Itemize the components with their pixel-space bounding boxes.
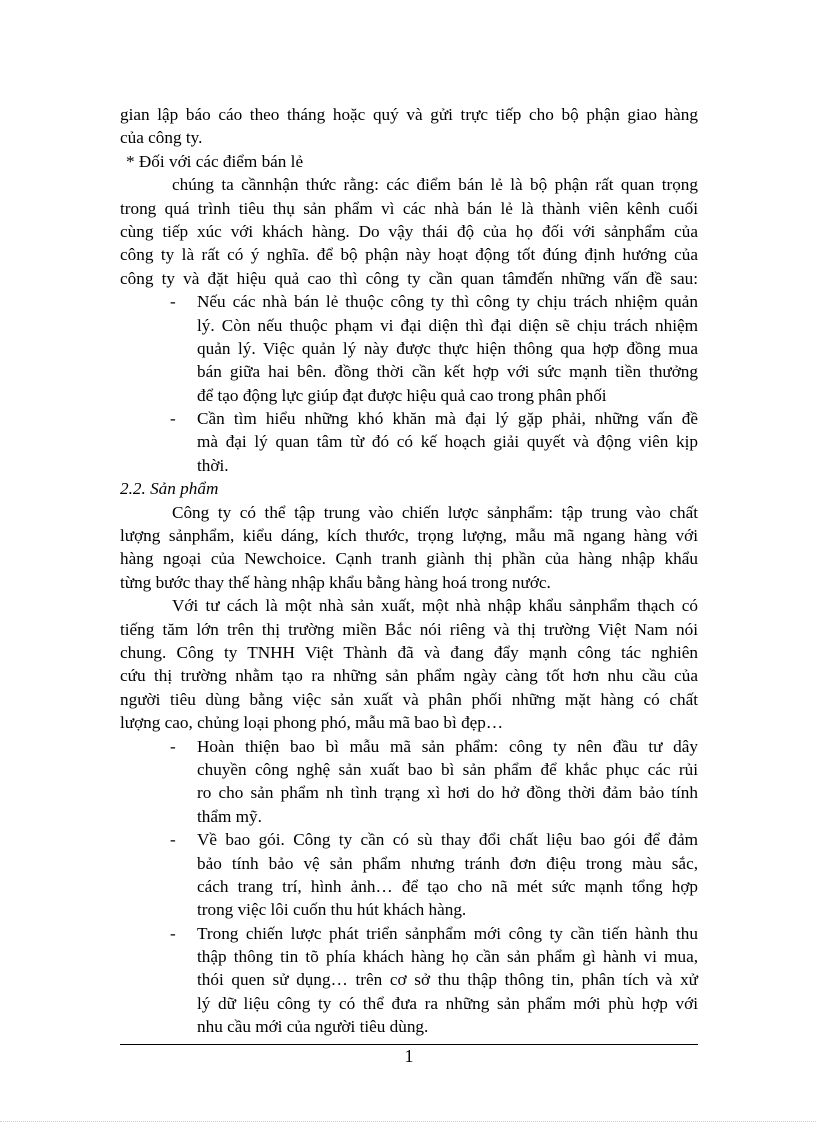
line-text: thập thông tin tõ phía khách hàng họ cần sản phẩm gì hành vi mua, [197, 947, 698, 967]
line-text: bảo tính bảo vệ sản phẩm nhưng tránh đơn điệu trong màu sắc, [197, 853, 698, 873]
paragraph [120, 197, 698, 291]
text-line [120, 992, 698, 1015]
bullet-item [120, 407, 698, 477]
line-text: trong việc lôi cuốn thu hút khách hàng. [197, 900, 467, 920]
text-line [120, 805, 698, 828]
text-line [120, 267, 698, 290]
text-line [120, 103, 698, 126]
text-line [120, 735, 698, 758]
text-line [120, 173, 698, 196]
line-text: công ty là rất có ý nghĩa. để bộ phận này hoạt động tốt đúng định hướng của [120, 245, 698, 265]
line-text: lượng sảnphẩm, kiểu dáng, kích thước, trọng lượng, mẫu mã ngang hàng với [120, 526, 698, 546]
text-line [120, 711, 698, 734]
line-text: Công ty có thể tập trung vào chiến lược sảnphẩm: tập trung vào chất [172, 502, 698, 522]
text-line [120, 197, 698, 220]
paragraph [120, 711, 698, 734]
paragraph [120, 126, 698, 149]
line-text: của công ty. [120, 128, 203, 148]
line-text: lý dữ liệu công ty có thể đưa ra những sản phẩm mới phù hợp với [197, 993, 698, 1013]
line-text: bán giữa hai bên. đồng thời cần kết hợp với sức mạnh tiền thưởng [197, 362, 698, 382]
text-line [120, 220, 698, 243]
bullet-dash: - [170, 736, 176, 756]
text-line [120, 360, 698, 383]
text-line [120, 477, 698, 500]
line-text: từng bước thay thế hàng nhập khẩu bằng hàng hoá trong nước. [120, 572, 551, 592]
line-text: nhu cầu mới của người tiêu dùng. [197, 1017, 429, 1037]
line-text: trong quá trình tiêu thụ sản phẩm vì các nhà bán lẻ là thành viên kênh cuối [120, 198, 698, 218]
paragraph [120, 524, 698, 571]
line-text: lý. Còn nếu thuộc phạm vi đại diện thì đại diện sẽ chịu trách nhiệm [197, 315, 698, 335]
text-line [120, 618, 698, 641]
text-line [120, 898, 698, 921]
line-text: người tiêu dùng bằng việc sản xuất và phân phối những mặt hàng có chất [120, 689, 698, 709]
text-line [120, 547, 698, 570]
page-number: 1 [404, 1046, 414, 1066]
line-text: Với tư cách là một nhà sản xuất, một nhà nhập khẩu sảnphẩm thạch có [172, 596, 698, 616]
line-text: chung. Công ty TNHH Việt Thành đã và đang đẩy mạnh công tác nghiên [120, 642, 698, 662]
line-text: cứu thị trường nhằm tạo ra những sản phẩm ngày càng tốt hơn nhu cầu của [120, 666, 698, 686]
text-line [120, 314, 698, 337]
text-line [120, 290, 698, 313]
line-text: công ty và đặt hiệu quả cao thì công ty cần quan tâmđến những vấn đề sau: [120, 268, 698, 288]
line-text: Hoàn thiện bao bì mẫu mã sản phẩm: công ty nên đầu tư dây [197, 736, 698, 756]
text-line [120, 384, 698, 407]
line-text: Cần tìm hiểu những khó khăn mà đại lý gặp phải, những vấn đề [197, 409, 698, 429]
text-line [120, 337, 698, 360]
bullet-dash: - [170, 292, 176, 312]
bullet-item [120, 828, 698, 922]
text-line [120, 945, 698, 968]
text-line [120, 571, 698, 594]
text-line [120, 126, 698, 149]
text-line [120, 641, 698, 664]
text-line [120, 594, 698, 617]
text-line [120, 1015, 698, 1038]
line-text: tiếng tăm lớn trên thị trường miền Bắc nói riêng và thị trường Việt Nam nói [120, 619, 698, 639]
text-line [120, 922, 698, 945]
text-line [120, 430, 698, 453]
line-text: chuyền công nghệ sản xuất bao bì sản phẩm để khắc phục các rủi [197, 759, 698, 779]
paragraph [120, 594, 698, 617]
text-line [120, 150, 698, 173]
document-body [120, 103, 698, 1039]
bullet-dash: - [170, 923, 176, 943]
paragraph [120, 501, 698, 524]
line-text: cách trang trí, hình ảnh… để tạo cho nã mét sức mạnh tổng hợp [197, 876, 698, 896]
paragraph [120, 618, 698, 712]
text-line [120, 781, 698, 804]
line-text: ro cho sản phẩm nh tình trạng xì hơi do hở đồng thời đảm bảo tính [197, 783, 698, 803]
text-line [120, 454, 698, 477]
line-text: Trong chiến lược phát triển sảnphẩm mới công ty cần tiến hành thu [197, 923, 698, 943]
paragraph [120, 173, 698, 196]
paragraph [120, 150, 698, 173]
bullet-item [120, 290, 698, 407]
text-line [120, 407, 698, 430]
text-line [120, 828, 698, 851]
text-line [120, 875, 698, 898]
line-text: 2.2. Sản phẩm [120, 479, 219, 499]
text-line [120, 243, 698, 266]
line-text: Về bao gói. Công ty cần có sù thay đổi chất liệu bao gói để đảm [197, 830, 698, 850]
line-text: thói quen sử dụng… trên cơ sở thu thập thông tin, phân tích và xử [197, 970, 698, 990]
line-text: chúng ta cầnnhận thức rằng: các điểm bán lẻ là bộ phận rất quan trọng [172, 175, 698, 195]
section-heading [120, 477, 698, 500]
line-text: lượng cao, chủng loại phong phó, mẫu mã bao bì đẹp… [120, 713, 504, 733]
text-line [120, 688, 698, 711]
footer-rule [120, 1044, 698, 1045]
line-text: mà đại lý quan tâm từ đó có kế hoạch giải quyết và động viên kịp [197, 432, 698, 452]
line-text: * Đối với các điểm bán lẻ [126, 151, 304, 171]
text-line [120, 758, 698, 781]
line-text: Nếu các nhà bán lẻ thuộc công ty thì công ty chịu trách nhiệm quản [197, 292, 698, 312]
paragraph [120, 571, 698, 594]
line-text: gian lập báo cáo theo tháng hoặc quý và gửi trực tiếp cho bộ phận giao hàng [120, 105, 698, 124]
text-line [120, 501, 698, 524]
text-line [120, 852, 698, 875]
line-text: quản lý. Việc quản lý này được thực hiện thông qua hợp đồng mua [197, 338, 698, 358]
line-text: cùng tiếp xúc với khách hàng. Do vậy thái độ của họ đối với sảnphẩm của [120, 221, 698, 241]
paragraph [120, 103, 698, 126]
text-line [120, 664, 698, 687]
line-text: hàng ngoại của Newchoice. Cạnh tranh giành thị phần của hàng nhập khẩu [120, 549, 698, 569]
page-bottom-edge [0, 1121, 816, 1122]
text-line [120, 524, 698, 547]
bullet-dash: - [170, 830, 176, 850]
line-text: thẩm mỹ. [197, 806, 262, 826]
bullet-dash: - [170, 409, 176, 429]
bullet-item [120, 735, 698, 829]
text-line [120, 968, 698, 991]
line-text: thời. [197, 455, 229, 475]
line-text: để tạo động lực giúp đạt được hiệu quả cao trong phân phối [197, 385, 607, 405]
bullet-item [120, 922, 698, 1039]
